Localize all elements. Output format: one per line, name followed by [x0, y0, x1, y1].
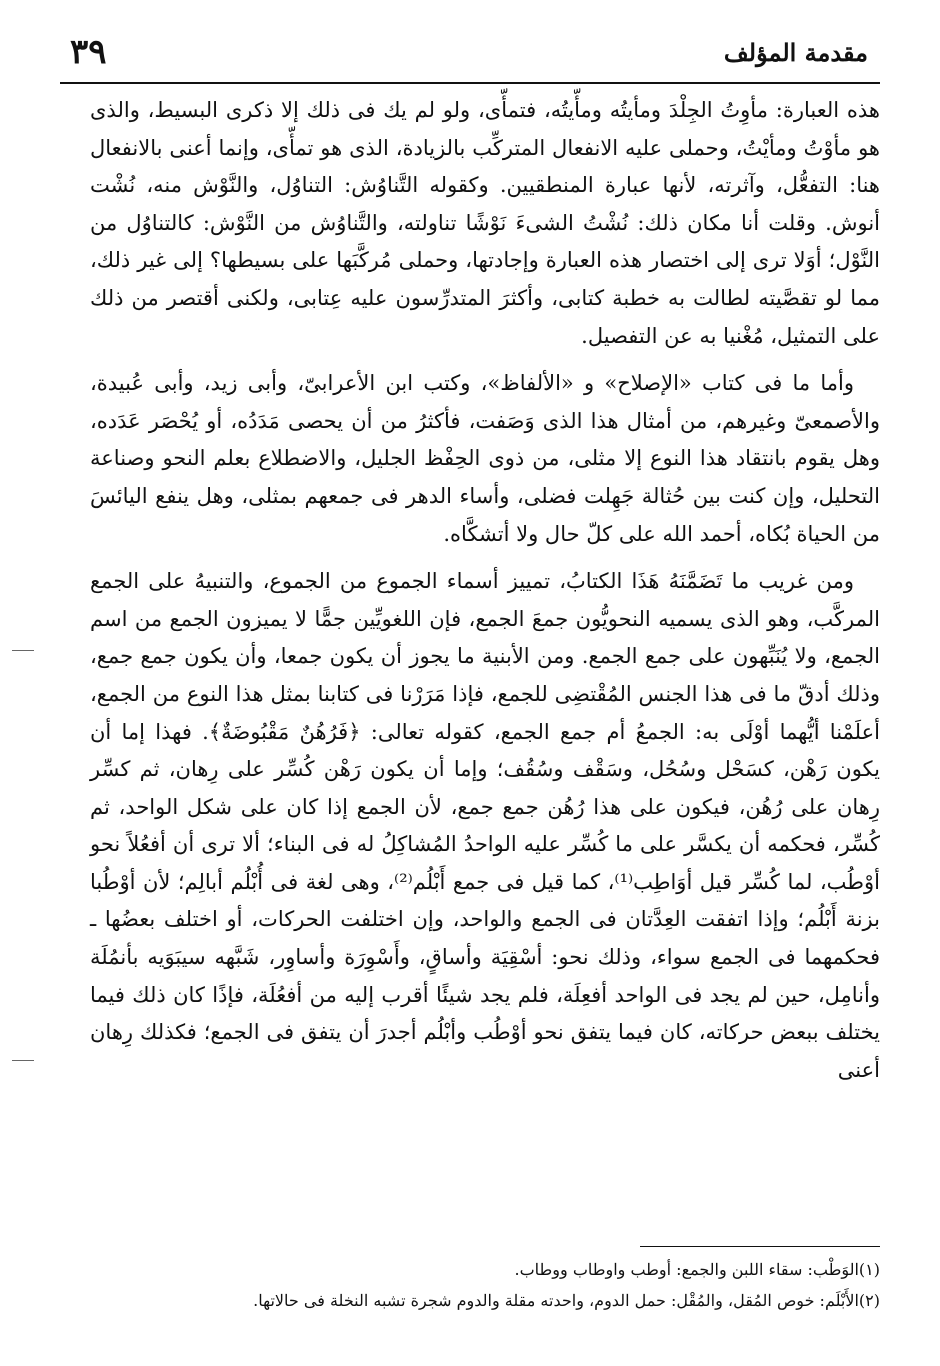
footnote: (١)الوَطْب: سقاء اللبن والجمع: أوطب واوطاب ووطاب. — [514, 1260, 880, 1279]
footnote: (٢)الأَبْلَم: خوص المُقل، والمُقْل: حمل الدوم، واحدته مقلة والدوم شجرة تشبه النخلة فى حالاتها. — [253, 1291, 880, 1310]
paragraph: ومن غريب ما تَضَمَّنَهُ هَذَا الكتابُ، تمييز أسماء الجموع من الجموع، والتنبيهُ على الجمع المركَّب، وهو الذى يسميه النحويُّون جمعَ الجمع، فإن اللغويِّين جمًّا لا يميزون الجمع من اسم الجمع، ولا يُنَبِّهون على جمع الجمع. ومن الأبنية ما يجوز أن يكون جمعا، وأن يكون جمع جمع، وذلك أدقّ ما فى هذا الجنس المُقْتضِى للجمع، فإذا مَرَرْنا فى كتابنا بمثل هذا النوع من الجمع، أعلَمْنا أيُّهما أوْلَى به: الجمعُ أم جمع الجمع، كقوله تعالى: ﴿فَرُهُنٌ مَقْبُوضَةٌ﴾. فهذا إما أن يكون رَهْن، كسَحْل وسُحُل، وسَقْف وسُقُف؛ وإما أن يكون رَهْن كُسِّر على رِهان، ثم كسِّر رِهان على رُهُن، فيكون على هذا رُهُن جمع جمع، لأن الجمع إذا كان على شكل الواحد، ثم كُسِّر، فحكمه أن يكسَّر على ما كُسِّر عليه الواحدُ المُشاكِلُ له فى البناء؛ ألا ترى أن أفعُلاً نحو أوْطُب، لما كُسِّر قيل أوَاطِب⁽¹⁾، كما قيل فى جمع أَبْلُم⁽²⁾، وهى لغة فى أُبْلُم أبالِم؛ لأن أوْطُبا بزنة أَبْلُم؛ وإذا اتفقت العِدَّتان فى الجمع والواحد، وإن اختلفت الحركات، أو اختلف بعضُها ـ فحكمهما فى الجمع سواء، وذلك نحو: أسْقِيَة وأساقٍ، وأَسْوِرَة وأساوِر، شَبَّهه سيبَوَيه بأنمُلَة وأنامِل، حين لم يجد فى الواحد أفعِلَة، فلم يجد شيئًا أقرب إليه من أفعُلَة، فإذًا كان ذلك فيما يختلف ببعض حركاته، كان فيما يتفق نحو أوْطُب وأبْلُم أجدرَ أن يتفق فى الجمع؛ فكذلك رِهان أعنى — [90, 569, 880, 1082]
running-title: مقدمة المؤلف — [723, 38, 868, 67]
main-text — [90, 92, 880, 1089]
footnotes — [90, 1254, 880, 1316]
page-header — [60, 30, 880, 80]
paragraph: وأما ما فى كتاب «الإصلاح» و «الألفاظ»، وكتب ابن الأعرابىّ، وأبى زيد، وأبى عُبيدة، والأصمعىّ وغيرهم، من أمثال هذا الذى وَصَفت، فأكثرُ من أن يحصى مَدَدُه، أو يُحْصَر عَدَده، وهل يقوم بانتقاد هذا النوع إلا مثلى، من ذوى الحِفْظ الجليل، والاضطلاع بعلم النحو وصناعة التحليل، وإن كنت بين حُثالة جَهِلت فضلى، وأساء الدهر فى جمعهم بمثلى، وهل ينفع اليائسَ من الحياة بُكاه، أحمد الله على كلّ حال ولا أتشكَّاه. — [90, 371, 880, 546]
paragraph: هذه العبارة: مأوِتُ الجِلْدَ ومأيتُه ومأّيتُه، فتمأّى، ولو لم يك فى ذلك إلا ذكرى البسيط، والذى هو مأوْتُ ومأيْتُ، وحملى عليه الانفعال المتركِّب بالزيادة، الذى هو تمأّى، وإنما أعنى بالانفعال هنا: التفعُّل، وآثرته، لأنها عبارة المنطقيين. وكقوله التَّناوُش: التناوُل، والنَّوْش منه، نُشْت أنوش. وقلت أنا مكان ذلك: نُشْتُ الشىءَ نَوْشًا تناولته، والتَّناوُش من النَّوْش: كالتناوُل من النَّوْل؛ أوَلا ترى إلى اختصار هذه العبارة وإجادتها، وحملى مُركَّبَها على بسيطها؟ إلى غير ذلك، مما لو تقصَّيته لطالت به خطبة كتابى، وأكثرَ المتدرِّسون عليه عِتابى، ولكنى أقتصر من ذلك على التمثيل، مُغْنيا به عن التفصيل. — [90, 98, 881, 348]
page-number: ٣٩ — [70, 32, 107, 72]
header-rule — [60, 82, 880, 84]
margin-mark — [12, 650, 34, 651]
footnote-rule — [640, 1246, 880, 1247]
margin-mark — [12, 1060, 34, 1061]
